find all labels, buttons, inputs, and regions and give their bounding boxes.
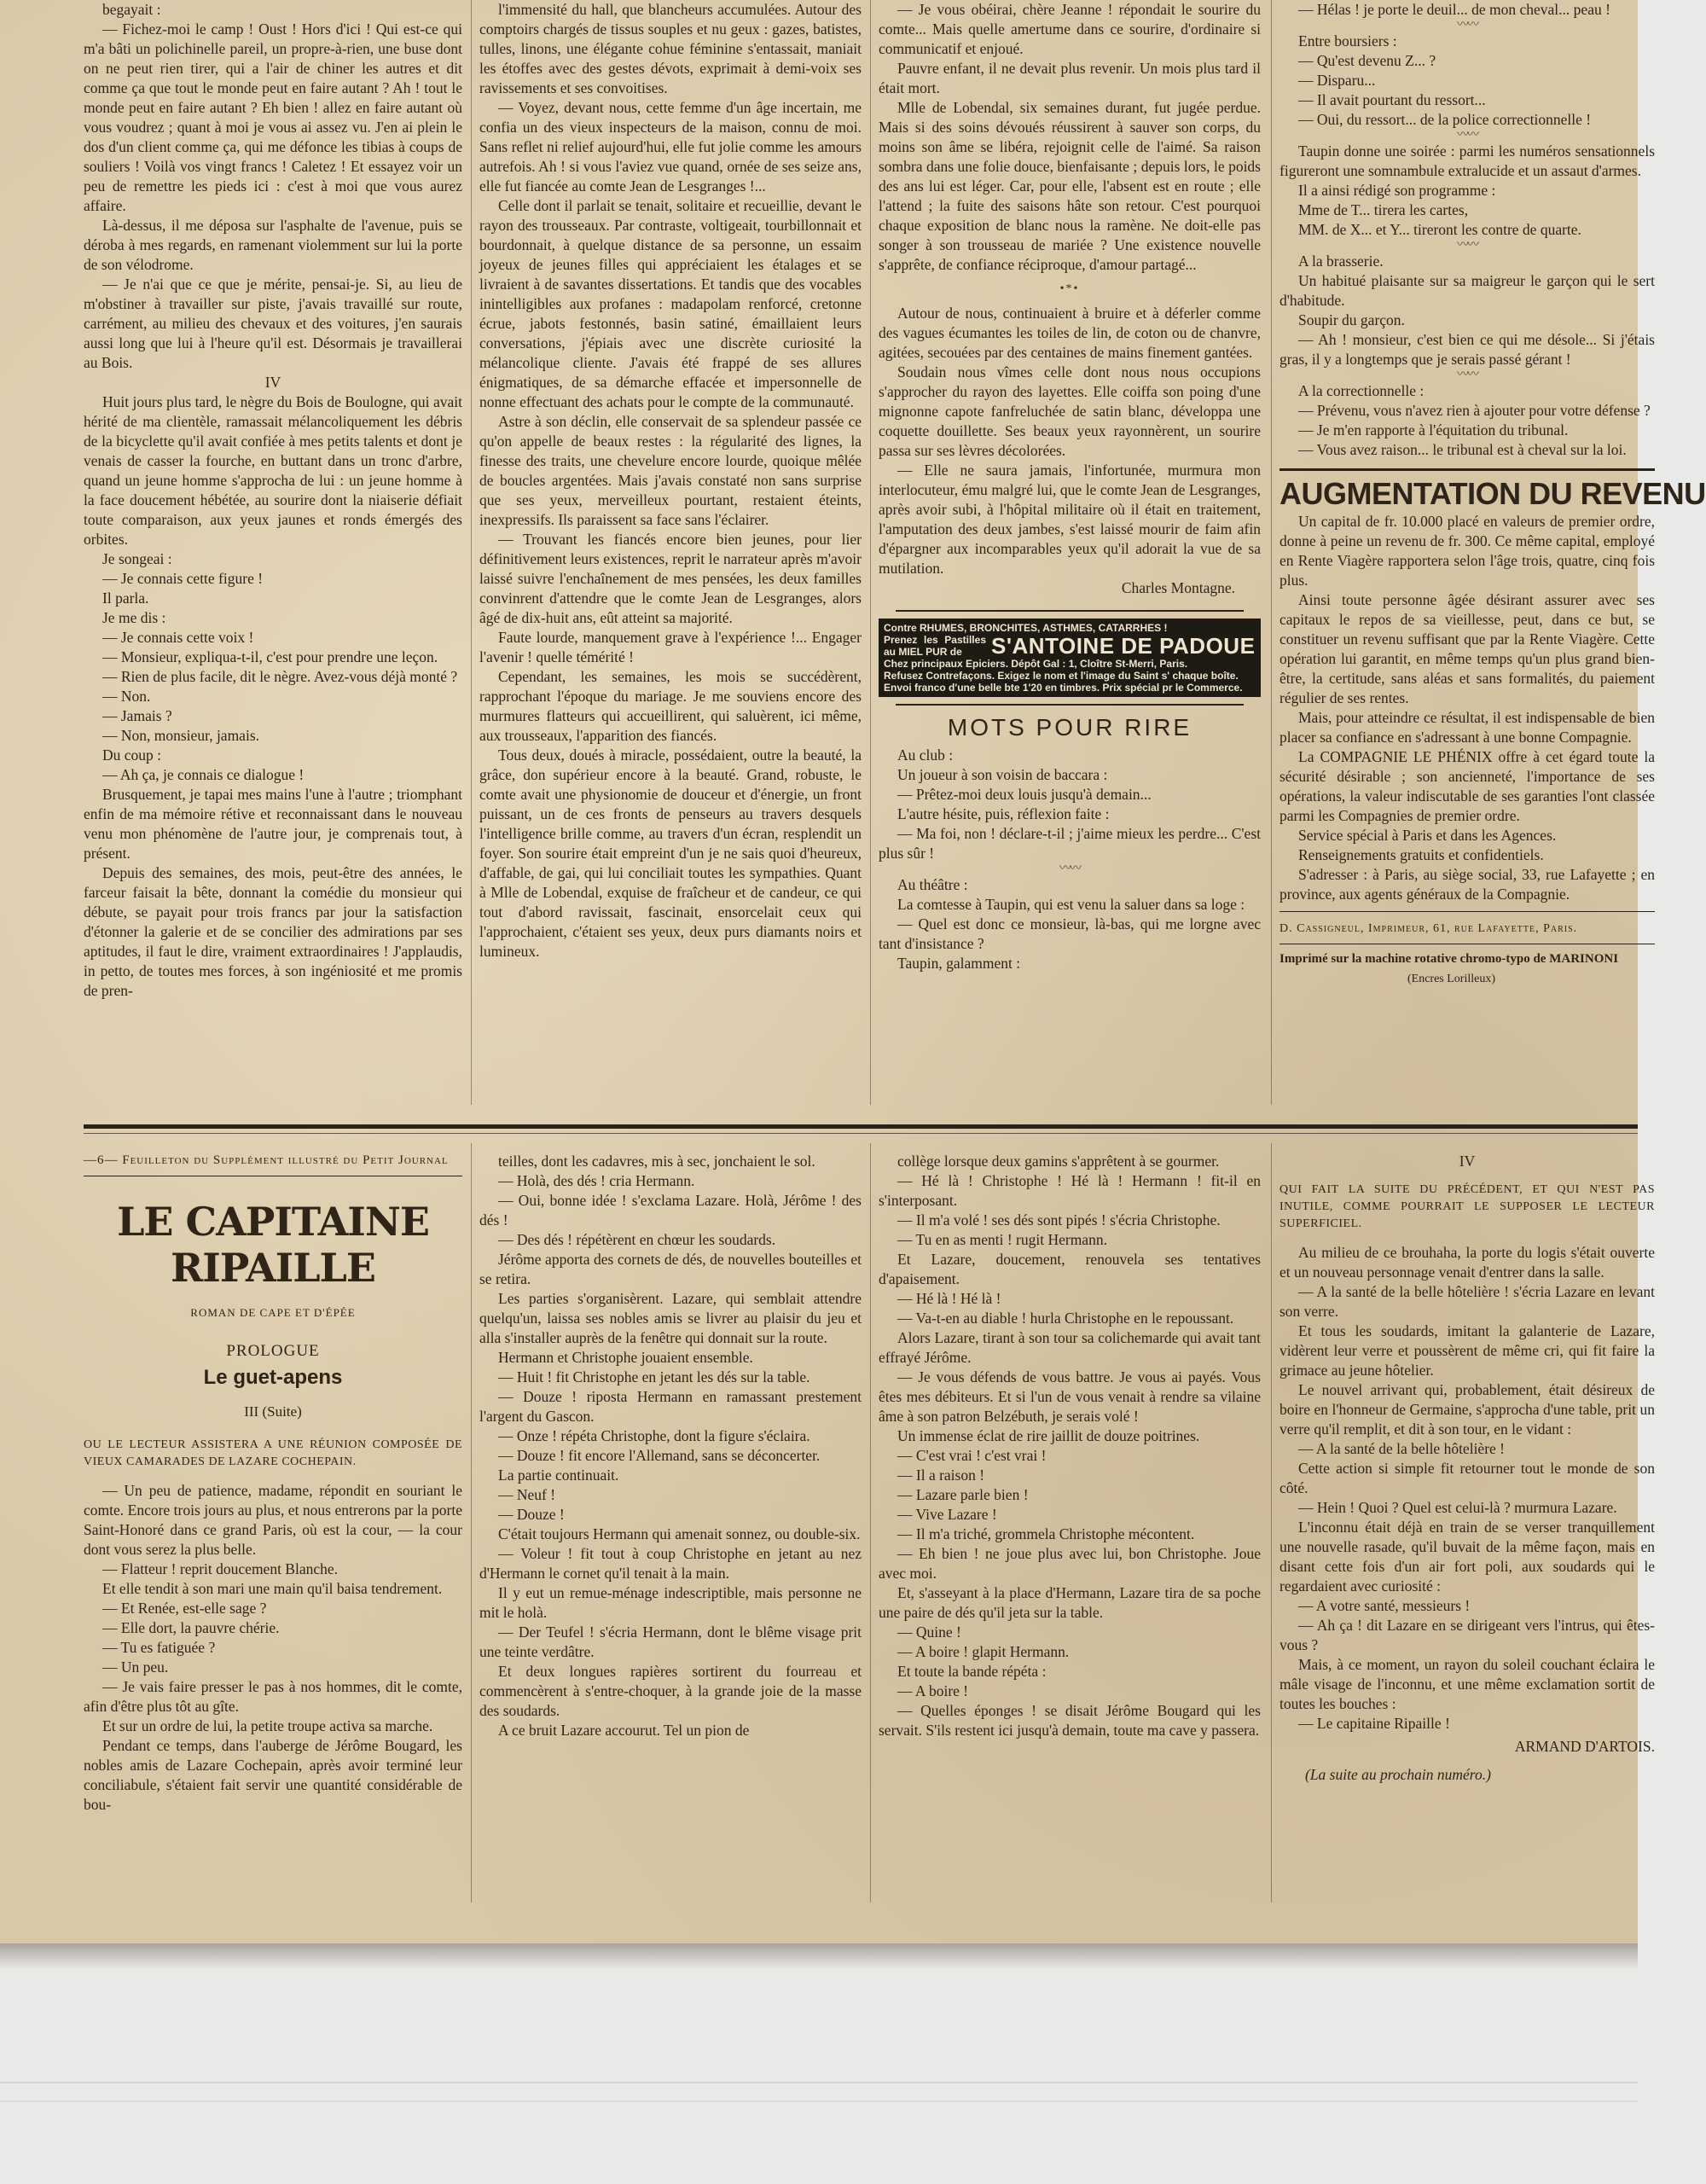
joke-line: Entre boursiers : (1298, 32, 1397, 49)
article-paragraph: Cependant, les semaines, les mois se succédèrent, rapprochant l'époque du mariage. Je me souviens encore des murmures flatteurs qui accueillirent, qui saluèrent, ici même, aux trousseaux, l'apparition des fiancés. (479, 668, 862, 744)
feuilleton-paragraph: — Quelles éponges ! se disait Jérôme Bougard qui les servait. S'ils restent ici jusqu'à demain, toute ma cave y passera. (879, 1702, 1261, 1739)
feuilleton-paragraph: Et elle tendit à son mari une main qu'il baisa tendrement. (102, 1580, 443, 1597)
feuilleton-paragraph: — Je vais faire presser le pas à nos hommes, dit le comte, afin d'être plus tôt au gîte. (84, 1678, 462, 1715)
joke-line: Taupin donne une soirée : parmi les numéros sensationnels figureront une somnambule extralucide et un assaut d'armes. (1280, 142, 1655, 179)
ad-line: Contre RHUMES, BRONCHITES, ASTHMES, CATARRHES ! (884, 622, 1168, 634)
article-paragraph: — Monsieur, expliqua-t-il, c'est pour prendre une leçon. (102, 648, 438, 665)
joke-line: — Hélas ! je porte le deuil... de mon cheval... peau ! (1298, 1, 1610, 18)
top-column-2 (479, 0, 862, 1101)
ink-credit: (Encres Lorilleux) (1407, 973, 1496, 985)
feuilleton-paragraph: — Hé là ! Christophe ! Hé là ! Hermann ! fit-il en s'interposant. (879, 1172, 1261, 1209)
joke-line: — Quel est donc ce monsieur, là-bas, qui me lorgne avec tant d'insistance ? (879, 915, 1261, 952)
feuilleton-paragraph: — Douze ! riposta Hermann en ramassant prestement l'argent du Gascon. (479, 1388, 862, 1425)
feuilleton-paragraph: — Vive Lazare ! (897, 1506, 997, 1523)
feuilleton-header: —6— Feuilleton du Supplément illustré du Petit Journal (84, 1153, 449, 1167)
feuilleton-paragraph: — Un peu de patience, madame, répondit en souriant le comte. Encore trois jours au plus, et nous entrerons par la porte Saint-Honoré dans ce grand Paris, où est la cour, — la cour dont vous serez la plus belle. (84, 1482, 462, 1558)
feuilleton-paragraph: — A votre santé, messieurs ! (1298, 1597, 1471, 1614)
article-paragraph: — Trouvant les fiancés encore bien jeunes, pour lier définitivement leurs existences, reprit le narrateur après m'avoir laissé suivre l'enchaînement de mes pensées, les deux familles convinrent d'attendre que le comte Jean de Lesgranges, alors âgé de dix-huit ans, eût atteint sa majorité. (479, 531, 862, 626)
ad-paragraph: Ainsi toute personne âgée désirant assurer avec ses capitaux le repos de sa vieillesse, peut, dans ce but, se constituer un revenu suffisant que par la Rente Viagère. Cette opération lui garantit, en même temps qu'un plus grand bien-être, la certitude, sans aléas et sans formalités, du paiement régulier de ses rentes. (1280, 591, 1655, 706)
feuilleton-paragraph: Hermann et Christophe jouaient ensemble. (498, 1349, 753, 1366)
feuilleton-paragraph: — Neuf ! (498, 1486, 556, 1503)
feuilleton-paragraph: Un immense éclat de rire jaillit de douze poitrines. (897, 1427, 1200, 1444)
feuilleton-paragraph: — A boire ! glapit Hermann. (897, 1643, 1070, 1660)
ornament-rule: 〰〰 (1059, 863, 1080, 875)
feuilleton-column-2 (479, 1152, 862, 1902)
joke-line: — Il avait pourtant du ressort... (1298, 91, 1486, 108)
article-paragraph: Tous deux, doués à miracle, possédaient, outre la beauté, la grâce, don supérieur encore à la beauté. Grand, robuste, le comte avait une physionomie de douceur et d'énergie, un front puissant, un de ces fronts de penseurs au travers desquels l'intelligence brille comme, au travers d'un écran, resplendit un foyer. Son sourire était empreint d'un je ne sais quoi d'heureux, d'affable, de gai, qui lui conciliait toutes les sympathies. Quant à Mlle de Lobendal, exquise de fraîcheur et de candeur, ce qui tout d'abord ravissait, fascinait, ensorcelait ceux qui l'approchaient, c'étaient ses yeux, deux purs diamants noirs et lumineux. (479, 746, 862, 960)
feuilleton-paragraph: Mais, à ce moment, un rayon du soleil couchant éclaira le mâle visage de l'inconnu, et une même exclamation sortit de toutes les bouches : (1280, 1656, 1655, 1712)
wall-shadow (0, 1943, 1638, 1969)
feuilleton-paragraph: — Douze ! fit encore l'Allemand, sans se déconcerter. (498, 1447, 821, 1464)
feuilleton-paragraph: — Elle dort, la pauvre chérie. (102, 1619, 280, 1636)
padoue-advertisement (879, 619, 1261, 697)
feuilleton-paragraph: — Onze ! répéta Christophe, dont la figure s'éclaira. (498, 1427, 810, 1444)
feuilleton-paragraph: — Tu es fatiguée ? (102, 1639, 216, 1656)
novel-title: LE CAPITAINE RIPAILLE (117, 1199, 429, 1291)
feuilleton-paragraph: Les parties s'organisèrent. Lazare, qui semblait attendre quelqu'un, laissa ses nobles amis se livrer au plaisir du jeu et alla s'installer auprès de la fenêtre qui donnait sur la route. (479, 1290, 862, 1346)
feuilleton-paragraph: Et deux longues rapières sortirent du fourreau et commencèrent à s'entre-choquer, à la grande joie de la masse des soudards. (479, 1663, 862, 1719)
joke-line: Soupir du garçon. (1298, 311, 1405, 328)
article-paragraph: Je me dis : (102, 609, 166, 626)
feuilleton-paragraph: — Lazare parle bien ! (897, 1486, 1029, 1503)
joke-line: — Prêtez-moi deux louis jusqu'à demain... (897, 786, 1152, 803)
column-rule (870, 0, 871, 1105)
article-signature: Charles Montagne. (1121, 579, 1235, 596)
ad-paragraph: Mais, pour atteindre ce résultat, il est indispensable de bien placer sa confiance en s'adressant à une bonne Compagnie. (1280, 709, 1655, 746)
article-paragraph: Astre à son déclin, elle conservait de sa splendeur passée ce qu'on appelle de beaux restes : la régularité des lignes, la finesse des traits, une chevelure encore lourde, quoique mêlée de boucles argentées. Mais j'avais constaté non sans surprise que ses yeux, merveilleux pourtant, restaient éteints, inexpressifs. Ils paraissent sa face sans l'éclairer. (479, 413, 862, 528)
ad-paragraph: Renseignements gratuits et confidentiels. (1298, 846, 1544, 863)
feuilleton-paragraph: Jérôme apporta des cornets de dés, de nouvelles bouteilles et se retira. (479, 1251, 862, 1287)
joke-line: MM. de X... et Y... tireront les contre de quarte. (1298, 221, 1581, 238)
ad-rule (1280, 468, 1655, 471)
revenu-headline: AUGMENTATION DU REVENU (1280, 476, 1706, 511)
ad-brand: S'ANTOINE DE PADOUE (991, 633, 1256, 659)
joke-line: Mme de T... tirera les cartes, (1298, 201, 1469, 218)
column-rule (870, 1143, 871, 1902)
joke-line: A la brasserie. (1298, 253, 1384, 270)
feuilleton-paragraph: Alors Lazare, tirant à son tour sa colichemarde qui avait tant effrayé Jérôme. (879, 1329, 1261, 1366)
article-paragraph: Il parla. (102, 590, 149, 607)
feuilleton-paragraph: collège lorsque deux gamins s'apprêtent à se gourmer. (897, 1153, 1220, 1170)
article-paragraph: Autour de nous, continuaient à bruire et à déferler comme des vagues écumantes les toiles de lin, de coton ou de chanvre, agitées, secouées par des centaines de mains finement gantées. (879, 305, 1261, 361)
feuilleton-column-3 (879, 1152, 1261, 1902)
printer-credit: D. Cassigneul, Imprimeur, 61, rue Lafayette, Paris. (1280, 922, 1578, 935)
feuilleton-column-4 (1280, 1152, 1655, 1902)
feuilleton-paragraph: — A boire ! (897, 1682, 969, 1699)
feuilleton-paragraph: — Il m'a volé ! ses dés sont pipés ! s'écria Christophe. (897, 1211, 1221, 1228)
joke-line: — Qu'est devenu Z... ? (1298, 52, 1436, 69)
ad-rule (1280, 911, 1655, 912)
joke-line: — Vous avez raison... le tribunal est à cheval sur la loi. (1298, 441, 1627, 458)
column-rule (471, 0, 472, 1105)
article-paragraph: Huit jours plus tard, le nègre du Bois de Boulogne, qui avait hérité de ma clientèle, ramassait mélancoliquement les débris de la bicyclette qu'il avait confiée à mes petits talents et dont je venais de casser la fourche, en buttant dans un tronc d'arbre, quand un jeune homme s'approcha de lui : un jeune homme à la face doucement hébétée, au sourire dont la niaiserie défiait toute comparaison, aux yeux jaunes et ronds émergés des orbites. (84, 393, 462, 548)
ad-paragraph: Un capital de fr. 10.000 placé en valeurs de premier ordre, donne à peine un revenu de fr. 300. Ce même capital, employé en Rente Viagère rapportera selon l'âge trois, quatre, cinq fois plus. (1280, 513, 1655, 589)
ad-paragraph: La COMPAGNIE LE PHÉNIX offre à cet égard toute la sécurité désirable ; son ancienneté, l'importance de ses opérations, la valeur indiscutable de ses garanties l'ont classée parmi les Compagnies de premier ordre. (1280, 748, 1655, 824)
feuilleton-paragraph: — Hé là ! Hé là ! (897, 1290, 1001, 1307)
article-paragraph: — Voyez, devant nous, cette femme d'un âge incertain, me confia un des vieux inspecteurs de la maison, connu de moi. Sans reflet ni relief aujourd'hui, elle fut jolie comme les amours autrefois. Ah ! si vous l'aviez vue quand, ornée de ses seize ans, elle fut fiancée au comte Jean de Lesgranges !... (479, 99, 862, 195)
feuilleton-paragraph: — Tu en as menti ! rugit Hermann. (897, 1231, 1107, 1248)
feuilleton-paragraph: Et toute la bande répéta : (897, 1663, 1047, 1680)
feuilleton-paragraph: Il y eut un remue-ménage indescriptible, mais personne ne mit le holà. (479, 1584, 862, 1621)
joke-line: Il a ainsi rédigé son programme : (1298, 182, 1496, 199)
machine-credit: Imprimé sur la machine rotative chromo-typo de MARINONI (1280, 952, 1619, 966)
feuilleton-paragraph: — C'est vrai ! c'est vrai ! (897, 1447, 1047, 1464)
joke-line: A la correctionnelle : (1298, 382, 1425, 399)
article-paragraph: Celle dont il parlait se tenait, solitaire et recueillie, devant le rayon des trousseaux. Par contraste, voltigeait, tourbillonnait et bourdonnait, à quelque distance de sa personne, un essaim joyeux de jeunes filles qui appréciaient les étalages et se livraient à de savantes dissertations. Et tandis que des vocables inintelligibles aux profanes : madapolam renforcé, cretonne écrue, jabots festonnés, basin satiné, émaillaient leurs conversations, j'épiais avec une discrète curiosité la mélancolique cliente. J'avais été frappé de ses allures énigmatiques, de sa démarche effacée et impersonnelle de nonne effectuant des achats pour le compte de la communauté. (479, 197, 862, 410)
article-paragraph: — Jamais ? (102, 707, 172, 724)
article-paragraph: — Non. (102, 688, 151, 705)
feuilleton-paragraph: — Der Teufel ! s'écria Hermann, dont le blême visage prit une teinte verdâtre. (479, 1623, 862, 1660)
joke-line: Un joueur à son voisin de baccara : (897, 766, 1108, 783)
feuilleton-paragraph: — Holà, des dés ! cria Hermann. (498, 1172, 695, 1189)
article-paragraph: Faute lourde, manquement grave à l'expérience !... Engager l'avenir ! quelle témérité ! (479, 629, 862, 665)
ad-paragraph: Service spécial à Paris et dans les Agences. (1298, 827, 1557, 844)
chapter-heading: IV (1459, 1153, 1476, 1170)
author-signature: ARMAND D'ARTOIS. (1514, 1738, 1655, 1755)
feuilleton-paragraph: — Flatteur ! reprit doucement Blanche. (102, 1560, 339, 1577)
to-be-continued: (La suite au prochain numéro.) (1305, 1766, 1491, 1783)
chapter-summary: QUI FAIT LA SUITE DU PRÉCÉDENT, ET QUI N'EST PAS INUTILE, COMME POURRAIT LE SUPPOSER LE LECTEUR SUPERFICIEL. (1280, 1183, 1655, 1230)
feuilleton-paragraph: — Et Renée, est-elle sage ? (102, 1600, 267, 1617)
section-divider-thin (84, 1133, 1638, 1134)
ornament-rule: 〰〰 (1457, 19, 1477, 32)
article-paragraph: Je songeai : (102, 550, 172, 567)
joke-line: La comtesse à Taupin, qui est venu la saluer dans sa loge : (897, 896, 1245, 913)
feuilleton-paragraph: — A la santé de la belle hôtelière ! (1298, 1440, 1505, 1457)
joke-line: — Disparu... (1298, 72, 1376, 89)
feuilleton-paragraph: — Eh bien ! ne joue plus avec lui, bon Christophe. Joue avec moi. (879, 1545, 1261, 1582)
feuilleton-paragraph: — Douze ! (498, 1506, 565, 1523)
article-paragraph: Pauvre enfant, il ne devait plus revenir. Un mois plus tard il était mort. (879, 60, 1261, 96)
asterism: •*• (1059, 282, 1080, 295)
top-column-1 (84, 0, 462, 1101)
ad-line: Envoi franco d'une belle bte 1'20 en timbres. Prix spécial pr le Commerce. (884, 682, 1243, 694)
feuilleton-paragraph: — Hein ! Quoi ? Quel est celui-là ? murmura Lazare. (1298, 1499, 1617, 1516)
feuilleton-paragraph: C'était toujours Hermann qui amenait sonnez, ou double-six. (498, 1525, 861, 1542)
article-paragraph: — Non, monsieur, jamais. (102, 727, 259, 744)
feuilleton-paragraph: teilles, dont les cadavres, mis à sec, jonchaient le sol. (498, 1153, 815, 1170)
ornament-rule: 〰〰 (1457, 129, 1477, 142)
section-divider (84, 1124, 1638, 1129)
article-paragraph: l'immensité du hall, que blancheurs accumulées. Autour des comptoirs chargés de tissus souples et nu geux : gazes, batistes, tulles, linons, une élégante cohue féminine s'entassait, maniait les étoffes avec des gestes dévots, exprimait à demi-voix ses ravissements et ses convoitises. (479, 1, 862, 96)
part-title: Le guet-apens (203, 1366, 343, 1389)
feuilleton-paragraph: Au milieu de ce brouhaha, la porte du logis s'était ouverte et un nouveau personnage venait d'entrer dans la salle. (1280, 1244, 1655, 1281)
article-paragraph: Là-dessus, il me déposa sur l'asphalte de l'avenue, puis se déroba à mes regards, en ramenant violemment sur lui la porte de son vélodrome. (84, 217, 462, 273)
joke-line: — Je m'en rapporte à l'équitation du tribunal. (1298, 421, 1569, 439)
top-column-3 (879, 0, 1261, 1101)
feuilleton-paragraph: Le nouvel arrivant qui, probablement, était désireux de boire en l'honneur de Germaine, s'approcha d'une table, prit un verre qu'il remplit, et dit à son tour, en le vidant : (1280, 1381, 1655, 1438)
article-paragraph: — Je n'ai que ce que je mérite, pensai-je. Si, au lieu de m'obstiner à travailler sur piste, j'avais travaillé sur route, carrément, au milieu des chevaux et des voitures, j'en saurais aussi long que lui à l'heure qu'il est. Désormais je travaillerai au Bois. (84, 276, 462, 371)
article-paragraph: — Elle ne saura jamais, l'infortunée, murmura mon interlocuteur, ému malgré lui, que le comte Jean de Lesgranges, après avoir subi, à l'hôpital militaire où il était en traitement, l'amputation des deux jambes, s'est laissé mourir de faim afin d'épargner aux incomparables yeux qu'il adorait la vue de sa mutilation. (879, 462, 1261, 577)
feuilleton-paragraph: Et sur un ordre de lui, la petite troupe activa sa marche. (102, 1717, 433, 1734)
column-rule (471, 1143, 472, 1902)
feuilleton-paragraph: — Oui, bonne idée ! s'exclama Lazare. Holà, Jérôme ! des dés ! (479, 1192, 862, 1228)
ad-rule (896, 610, 1244, 612)
ad-paragraph: S'adresser : à Paris, au siège social, 33, rue Lafayette ; en province, aux agents généraux de la Compagnie. (1280, 866, 1655, 903)
feuilleton-paragraph: — A la santé de la belle hôtelière ! s'écria Lazare en levant son verre. (1280, 1283, 1655, 1320)
article-paragraph: Mlle de Lobendal, six semaines durant, fut jugée perdue. Mais si des soins dévoués réussirent à sauver son corps, du moins son âme se libéra, rejoignit celle de l'aimé. Sa raison sombra dans une folie douce, bienfaisante ; depuis lors, le poids des ans lui est léger. Car, pour elle, l'absent est en route ; elle l'attend ; la fuite des saisons hâte son retour. C'est pourquoi chaque exposition de blanc nous la ramène. Ne doit-elle pas songer à son trousseau de mariée ? Une existence nouvelle s'apprête, de confiance réciproque, d'amour partagé... (879, 99, 1261, 273)
feuilleton-paragraph: — Huit ! fit Christophe en jetant les dés sur la table. (498, 1368, 810, 1385)
feuilleton-paragraph: Pendant ce temps, dans l'auberge de Jérôme Bougard, les nobles amis de Lazare Cochepain, après avoir terminé leur conciliabule, s'étaient fait servir une quantité considérable de bou- (84, 1737, 462, 1813)
feuilleton-paragraph: — Il m'a triché, grommela Christophe mécontent. (897, 1525, 1195, 1542)
joke-line: — Ma foi, non ! déclare-t-il ; j'aime mieux les perdre... C'est plus sûr ! (879, 825, 1261, 862)
wall-molding (0, 2100, 1638, 2102)
joke-line: — Prévenu, vous n'avez rien à ajouter pour votre défense ? (1298, 402, 1651, 419)
feuilleton-paragraph: — Ah ça ! dit Lazare en se dirigeant vers l'intrus, qui êtes-vous ? (1280, 1617, 1655, 1653)
article-paragraph: Brusquement, je tapai mes mains l'une à l'autre ; triomphant enfin de ma mémoire rétive et reconnaissant dans le nouveau venu mon phénomène de l'autre jour, je comprenais tout, à présent. (84, 786, 462, 862)
feuilleton-paragraph: Et tous les soudards, imitant la galanterie de Lazare, vidèrent leur verre et poussèrent de même cri, qui fit faire la grimace au jeune hôtelier. (1280, 1322, 1655, 1379)
feuilleton-paragraph: A ce bruit Lazare accourut. Tel un pion de (498, 1722, 750, 1739)
feuilleton-paragraph: — Je vous défends de vous battre. Je vous ai payés. Vous êtes mes débiteurs. Et si l'un de vous venait à rendre sa vilaine âme à son patron Belzébuth, je serais volé ! (879, 1368, 1261, 1425)
article-paragraph: Soudain nous vîmes celle dont nous nous occupions s'approcher du rayon des layettes. Elle coiffa son poing d'une mignonne capote fanfreluchée de satin blanc, développa une coquette douillette. Ses beaux yeux rayonnèrent, un sourire passa sur ses lèvres décolorées. (879, 363, 1261, 459)
joke-line: — Oui, du ressort... de la police correctionnelle ! (1298, 111, 1592, 128)
joke-line: Au théâtre : (897, 876, 968, 893)
article-paragraph: — Je vous obéirai, chère Jeanne ! répondait le sourire du comte... Mais quelle amertume dans ce sourire, d'ordinaire si communicatif et enjoué. (879, 1, 1261, 57)
joke-line: L'autre hésite, puis, réflexion faite : (897, 805, 1110, 822)
prologue-label: PROLOGUE (226, 1342, 320, 1360)
article-paragraph: — Je connais cette figure ! (102, 570, 264, 587)
feuilleton-paragraph: — Il a raison ! (897, 1467, 985, 1484)
ad-line: Refusez Contrefaçons. Exigez le nom et l'image du Saint s' chaque boîte. (884, 670, 1239, 682)
joke-line: — Ah ! monsieur, c'est bien ce qui me désole... Si j'étais gras, il y a longtemps que je serais passé gérant ! (1280, 331, 1655, 368)
wall-molding (0, 2082, 1638, 2083)
article-paragraph: — Ah ça, je connais ce dialogue ! (102, 766, 305, 783)
novel-subtitle: ROMAN DE CAPE ET D'ÉPÉE (190, 1306, 356, 1319)
ad-line: Chez principaux Epiciers. Dépôt Gal : 1, Cloître St-Merri, Paris. (884, 658, 1188, 670)
mots-title: MOTS POUR RIRE (947, 714, 1192, 741)
feuilleton-paragraph: Cette action si simple fit retourner tout le monde de son côté. (1280, 1460, 1655, 1496)
feuilleton-paragraph: L'inconnu était déjà en train de se verser tranquillement une nouvelle rasade, qu'il buvait de la même façon, mais en disant cette fois d'un air fort poli, aux soudards qui le regardaient avec curiosité : (1280, 1519, 1655, 1594)
column-rule (1271, 0, 1272, 1105)
chapter-label: III (Suite) (244, 1403, 302, 1420)
feuilleton-paragraph: — Voleur ! fit tout à coup Christophe en jetant au nez d'Hermann le cornet qu'il tenait à la main. (479, 1545, 862, 1582)
feuilleton-paragraph: Et, s'asseyant à la place d'Hermann, Lazare tira de sa poche une paire de dés qu'il jeta sur la table. (879, 1584, 1261, 1621)
top-column-4 (1280, 0, 1706, 1101)
column-rule (1271, 1143, 1272, 1902)
joke-line: Taupin, galamment : (897, 955, 1021, 972)
joke-line: Au club : (897, 746, 954, 764)
feuilleton-paragraph: — Un peu. (102, 1658, 169, 1676)
feuilleton-paragraph: Et Lazare, doucement, renouvela ses tentatives d'apaisement. (879, 1251, 1261, 1287)
ornament-rule: 〰〰 (1457, 239, 1477, 252)
joke-line: Un habitué plaisante sur sa maigreur le garçon qui le sert d'habitude. (1280, 272, 1655, 309)
article-paragraph: Du coup : (102, 746, 162, 764)
article-paragraph: Depuis des semaines, des mois, peut-être des années, le farceur faisait la bête, donnant la comédie du monsieur qui débute, se payait pour trois francs par jour la satisfaction d'étonner la galerie et de se concilier des admirations par ses aptitudes, il faut le dire, vraiment extraordinaires ! J'applaudis, in petto, de toutes mes forces, à son ingéniosité et me promis de pren- (84, 864, 462, 999)
feuilleton-paragraph: — Quine ! (897, 1623, 961, 1641)
article-paragraph: — Je connais cette voix ! (102, 629, 254, 646)
article-paragraph: — Fichez-moi le camp ! Oust ! Hors d'ici ! Qui est-ce qui m'a bâti un polichinelle pareil, un propre-à-rien, une buse dont on ne peut rien tirer, qui a l'air de chiner les autres et dit comme ça que tout le monde peut en faire autant ? Ah ! tout le monde peut en faire autant ? Eh bien ! allez en faire autant où vous voudrez ; quant à moi je vous ai assez vu. J'en ai plein le dos d'un client comme ça, qui me défonce les tibias à coups de souliers ! Voilà vos vingt francs ! Caletez ! Et essayez voir un peu de remettre les pieds ici : c'est à moi que vous aurez affaire. (84, 20, 462, 214)
article-paragraph: begayait : (102, 1, 161, 18)
feuilleton-paragraph: La partie continuait. (498, 1467, 619, 1484)
ad-rule (896, 704, 1244, 706)
article-paragraph: — Rien de plus facile, dit le nègre. Avez-vous déjà monté ? (102, 668, 458, 685)
feuilleton-paragraph: — Va-t-en au diable ! hurla Christophe en le repoussant. (897, 1310, 1234, 1327)
chapter-summary: OU LE LECTEUR ASSISTERA A UNE RÉUNION COMPOSÉE DE VIEUX CAMARADES DE LAZARE COCHEPAIN. (84, 1438, 462, 1468)
ad-line (884, 634, 1256, 658)
feuilleton-column-1 (84, 1152, 462, 1902)
feuilleton-paragraph: — Le capitaine Ripaille ! (1298, 1715, 1450, 1732)
ad-line-small: Prenez les Pastilles au MIEL PUR de (884, 634, 986, 658)
article-paragraph: IV (264, 374, 281, 391)
ornament-rule: 〰〰 (1457, 369, 1477, 381)
feuilleton-paragraph: — Des dés ! répétèrent en chœur les soudards. (498, 1231, 776, 1248)
